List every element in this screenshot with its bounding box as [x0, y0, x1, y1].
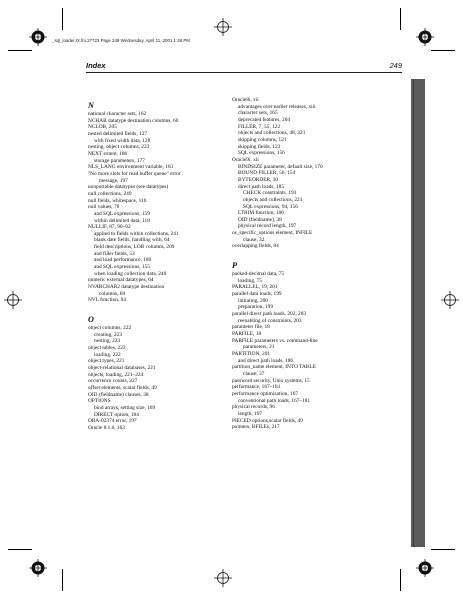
- index-subentry: SQL expressions, 156: [238, 150, 285, 157]
- running-header-title: Index: [86, 61, 106, 70]
- registration-mark-right-middle-icon: [441, 291, 459, 309]
- index-subentry: DIRECT option, 184: [94, 411, 139, 418]
- index-subentry: and SQL expressions, 159: [94, 210, 150, 217]
- index-section-letter: O: [88, 315, 94, 325]
- crop-mark: [62, 8, 63, 30]
- index-subentry: parameters, 21: [243, 344, 275, 351]
- index-entry: object types, 221: [88, 358, 125, 365]
- registration-mark-bottom-left-icon: [29, 559, 47, 577]
- index-entry: national character sets, 162: [88, 111, 147, 117]
- index-entry: PARTITION, 201: [232, 350, 271, 357]
- index-subentry: conventional path loads, 167–181: [238, 397, 311, 404]
- crop-mark: [8, 50, 32, 51]
- page-number: 249: [389, 61, 402, 70]
- index-subentry: direct path loads, 185: [238, 183, 285, 190]
- crop-mark: [400, 569, 401, 591]
- index-subentry: applied to fields within collections, 241: [94, 230, 179, 237]
- index-entry: performance, 167–181: [232, 384, 281, 391]
- index-entry: PARFILE, 18: [232, 331, 262, 337]
- index-entry: PIECED options,scalar fields, 49: [232, 417, 303, 424]
- index-entry: overlapping fields, 84: [232, 243, 279, 250]
- index-subentry: SQL expressions, 94, 156: [243, 203, 298, 210]
- index-entry: objects, loading, 221–224: [88, 371, 144, 378]
- index-entry: physical records, 96: [232, 404, 275, 411]
- crop-mark: [62, 569, 63, 591]
- index-entry: numeric external datatypes, 64: [88, 277, 154, 284]
- index-entry: object columns, 222: [88, 325, 132, 332]
- index-entry: OPTIONS: [88, 398, 111, 405]
- index-subentry: CHECK constraints, 193: [243, 190, 297, 197]
- index-subentry: and filler fields, 53: [94, 250, 135, 257]
- crop-mark: [400, 8, 401, 30]
- crop-mark: [8, 549, 32, 550]
- index-entry: PARALLEL, 19, 201: [232, 284, 278, 291]
- index-entry: NCLOB, 205: [88, 124, 117, 131]
- index-subentry: and direct path loads, 186: [238, 357, 294, 364]
- index-entry: NVARCHAR2 datatype destination: [88, 284, 165, 291]
- index-section-letter: N: [88, 101, 94, 110]
- index-entry: PARFILE parameters vs. command-line: [232, 337, 318, 344]
- index-entry: null fields, whitespace, 116: [88, 197, 147, 204]
- index-entry: NCHAR datatype destination columns, 60: [88, 117, 179, 124]
- index-subentry: within delimited data, 118: [94, 217, 150, 224]
- index-subentry: physical record length, 197: [238, 223, 297, 230]
- index-subentry: skipping fields, 123: [238, 143, 281, 150]
- registration-mark-left-middle-icon: [4, 291, 22, 309]
- index-subentry: preparation, 199: [238, 304, 274, 311]
- index-entry: parallel direct path loads, 202, 203: [232, 311, 307, 318]
- index-entry: occurrence counts, 227: [88, 378, 138, 385]
- index-section-letter: P: [232, 261, 238, 271]
- index-entry: offset elements, scalar fields, 49: [88, 384, 157, 391]
- index-subentry: BOUND FILLER, 56, 154: [238, 170, 296, 177]
- crop-mark: [431, 50, 455, 51]
- index-subentry: loading, 222: [94, 351, 121, 358]
- index-subentry: objects and collections, 48, 221: [238, 130, 306, 137]
- index-entry: NEXT extent, 186: [88, 150, 128, 157]
- index-subentry: clause, 32: [243, 236, 265, 243]
- header-rule: [86, 72, 402, 73]
- index-entry: Oracle 8.1.6, 163: [88, 424, 125, 431]
- index-subentry: when loading collection data, 240: [94, 270, 167, 277]
- registration-mark-top-right-icon: [416, 28, 434, 46]
- registration-mark-top-center-icon: [214, 18, 232, 36]
- index-subentry: and load performance, 180: [94, 257, 152, 264]
- index-entry: password security, Unix systems, 15: [232, 377, 310, 384]
- index-entry: object tables, 222: [88, 345, 126, 351]
- index-entry: nonportable datatypes (see datatypes): [88, 184, 169, 191]
- index-subentry: clause, 37: [243, 370, 265, 377]
- registration-mark-bottom-center-icon: [214, 569, 232, 587]
- index-subentry: field descriptions, LOB columns, 209: [94, 244, 175, 251]
- index-subentry: blank date fields, handling with, 64: [94, 237, 170, 244]
- index-subentry: length, 197: [238, 410, 263, 417]
- index-subentry: LTRIM function, 106: [238, 210, 284, 217]
- index-subentry: reenabling of constraints, 203: [238, 317, 302, 324]
- index-column-right: [232, 97, 402, 431]
- index-subentry: creating, 223: [94, 331, 122, 338]
- registration-mark-bottom-right-icon: [416, 559, 434, 577]
- index-entry: nesting, object columns, 223: [88, 144, 150, 151]
- crop-mark: [431, 549, 455, 550]
- index-subentry: advantages over earlier releases, xiii: [238, 103, 316, 110]
- index-subentry: OID (fieldname), 38: [238, 216, 282, 223]
- index-entry: NULLIF, 87, 90–92: [88, 224, 131, 231]
- index-entry: NVL function, 94: [88, 297, 126, 304]
- index-entry: partition_name element, INTO TABLE: [232, 364, 316, 371]
- index-subentry: BINDSIZE parameter, default size, 170: [238, 163, 323, 170]
- index-subentry: initiating, 200: [238, 297, 268, 304]
- index-entry: parallel data loads, 199: [232, 291, 282, 298]
- index-entry: nested delimited fields, 127: [88, 130, 148, 137]
- index-entry: performance optimization, 167: [232, 390, 299, 397]
- index-subentry: deprecated features, 204: [238, 116, 291, 123]
- index-subentry: with fixed width data, 128: [94, 137, 151, 144]
- index-entry: pointers, BFILEs, 217: [232, 424, 280, 431]
- index-subentry: and SQL expressions, 155: [94, 264, 150, 271]
- index-entry: Oracle9i, xii: [232, 156, 259, 163]
- index-subentry: skipping columns, 121: [238, 136, 287, 143]
- index-entry: os_specific_options element, INFILE: [232, 230, 313, 237]
- index-subentry: loading, 75: [238, 277, 263, 284]
- index-entry: null values, 78: [88, 204, 120, 211]
- index-entry: packed-decimal data, 75: [232, 271, 285, 278]
- index-subentry: message, 197: [99, 177, 128, 184]
- index-subentry: nesting, 223: [94, 338, 121, 345]
- thumb-index-tab-edge: [413, 79, 414, 547]
- index-entry: "No more slots for read buffer queue" error: [88, 170, 181, 177]
- section-spacer: [88, 304, 228, 311]
- index-entry: OID (fieldname) clauses, 38: [88, 391, 149, 398]
- index-entry: ORA-02374 error, 197: [88, 418, 137, 425]
- index-subentry: FILLER, 7, 55, 122: [238, 123, 281, 130]
- index-subentry: bind arrays, setting size, 169: [94, 404, 156, 411]
- index-entry: null collections, 249: [88, 190, 132, 197]
- index-subentry: storage parameters, 177: [94, 157, 145, 164]
- print-slug: _sql_loader.IX.fm.27723 Page 249 Wednesday, April 11, 2001 1:48 PM: [52, 38, 190, 43]
- index-subentry: BYTEORDER, 30: [238, 176, 279, 183]
- index-column-left: [88, 97, 228, 432]
- index-entry: NLS_LANG environment variable, 163: [88, 164, 174, 171]
- section-spacer: [232, 250, 402, 257]
- index-entry: object-relational databases, 221: [88, 364, 156, 371]
- index-subentry: columns, 60: [99, 290, 126, 297]
- index-subentry: character sets, 165: [238, 110, 278, 117]
- registration-mark-top-left-icon: [29, 28, 47, 46]
- index-subentry: objects and collections, 221: [243, 196, 303, 203]
- index-entry: parameter file, 18: [232, 324, 270, 331]
- index-entry: Oracle8i, xii: [232, 97, 259, 103]
